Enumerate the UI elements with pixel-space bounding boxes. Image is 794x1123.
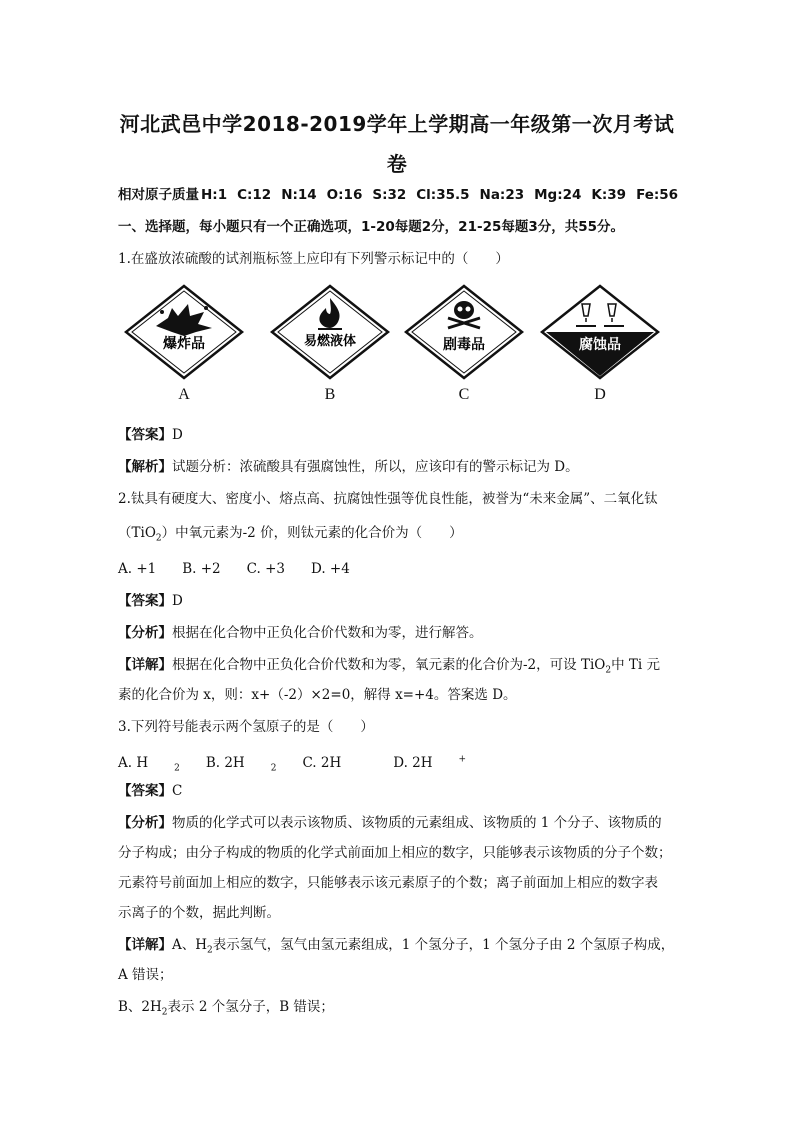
option-b [205,754,277,774]
detail-text: 根据在化合物中正负化合价代数和为零，氧元素的化合价为-2，可设 TiO [172,657,606,673]
q2-detail-line2: 素的化合价为 x，则：x+（-2）×2=0，解得 x=+4。答案选 D。 [118,687,517,703]
sign-d [538,282,662,403]
sign-a-letter: A [178,386,190,403]
q2-detail-line1 [118,656,678,680]
mass-n: N:14 [281,187,317,203]
subscript: 2 [270,763,277,774]
question-2-stem-line2 [118,524,678,548]
question-2-stem-line1: 2.钛具有硬度大、密度小、熔点高、抗腐蚀性强等优良性能，被誉为“未来金属”、二氧化钛 [118,491,658,507]
atomic-mass-line [118,186,678,204]
q3-detail-line2: A 错误； [118,967,173,983]
detail-text: 中 Ti 元 [611,657,660,673]
stem-text: （TiO [118,525,156,541]
mass-o: O:16 [326,187,363,203]
option-a [118,754,180,774]
sign-b [268,282,392,403]
answer-value: D [172,427,183,443]
fenxi-tag: 【分析】 [118,815,172,831]
mass-fe: Fe:56 [636,187,679,203]
atomic-mass-label: 相对原子质量 [118,187,199,203]
fenxi-text: 物质的化学式可以表示该物质、该物质的元素组成、该物质的 1 个分子、该物质的 [172,815,662,831]
mass-mg: Mg:24 [534,187,582,203]
fenxi-tag: 【分析】 [118,625,172,641]
mass-k: K:39 [591,187,627,203]
analysis-tag: 【解析】 [118,459,172,475]
mass-cl: Cl:35.5 [416,187,470,203]
sign-c-label: 剧毒品 [443,337,485,353]
mass-s: S:32 [372,187,407,203]
question-3-stem: 3.下列符号能表示两个氢原子的是（ ） [118,719,374,735]
analysis-text: 试题分析：浓硫酸具有强腐蚀性，所以，应该印有的警示标记为 D。 [172,459,579,475]
detail-text: A、H [172,937,208,953]
section-heading: 一、选择题，每小题只有一个正确选项，1-20每题2分，21-25每题3分，共55分。 [118,219,625,235]
sign-c-letter: C [458,386,470,403]
q1-analysis [118,458,678,476]
answer-tag: 【答案】 [118,593,172,609]
exam-title-line1: 河北武邑中学2018-2019学年上学期高一年级第一次月考试 [119,112,675,136]
option-text: D. 2H [393,754,433,771]
detail-text: B、2H [118,999,162,1015]
q3-options [118,750,678,777]
q3-fenxi-line3: 元素符号前面加上相应的数字，只能够表示该元素原子的个数；离子前面加上相应的数字表 [118,875,658,891]
sign-a-label: 爆炸品 [163,336,205,352]
stem-text: ）中氧元素为-2 价，则钛元素的化合价为（ ） [161,525,463,541]
q2-answer [118,592,678,610]
detail-text: 表示氢气，氢气由氢元素组成，1 个氢分子，1 个氢分子由 2 个氢原子构成， [212,937,675,953]
superscript: + [458,754,467,764]
sign-b-label: 易燃液体 [303,334,357,349]
subscript: 2 [161,1007,168,1018]
answer-tag: 【答案】 [118,783,172,799]
option-c: C. +3 [246,561,285,577]
answer-tag: 【答案】 [118,427,172,443]
mass-c: C:12 [237,187,272,203]
q3-fenxi-line1 [118,814,678,832]
option-d: D. +4 [310,561,350,577]
answer-value: D [172,593,183,609]
subscript: 2 [155,533,162,544]
q3-fenxi-line4: 示离子的个数，据此判断。 [118,905,280,921]
exam-title-line2: 卷 [386,152,408,176]
q3-fenxi-line2: 分子构成；由分子构成的物质的化学式前面加上相应的数字，只能够表示该物质的分子个数； [118,845,672,861]
option-a: A. +1 [118,561,157,577]
option-c [302,755,367,771]
option-d [393,755,466,771]
fenxi-text: 根据在化合物中正负化合价代数和为零，进行解答。 [172,625,483,641]
q1-answer [118,426,678,444]
sign-a [122,282,246,403]
detail-tag: 【详解】 [118,657,172,673]
option-text: A. H [118,754,149,771]
answer-value: C [172,783,183,799]
mass-na: Na:23 [479,187,525,203]
subscript: 2 [207,945,213,956]
sign-b-letter: B [324,386,336,403]
q2-options [118,560,678,578]
option-text: C. 2H [302,754,342,771]
option-b: B. +2 [182,561,221,577]
q3-detail-line1 [118,936,678,960]
option-text: B. 2H [205,754,245,771]
sign-d-letter: D [594,386,606,403]
sign-c [402,282,526,403]
q3-detail-line3 [118,998,678,1022]
hazard-signs [118,282,678,412]
q3-answer [118,782,678,800]
question-1-stem: 1.在盛放浓硫酸的试剂瓶标签上应印有下列警示标记中的（ ） [118,251,509,267]
subscript: 2 [605,665,612,676]
mass-h: H:1 [201,187,228,203]
detail-tag: 【详解】 [118,937,172,953]
sign-d-label: 腐蚀品 [579,337,621,353]
detail-text: 表示 2 个氢分子，B 错误； [167,999,334,1015]
q2-fenxi [118,624,678,642]
subscript: 2 [174,763,180,774]
